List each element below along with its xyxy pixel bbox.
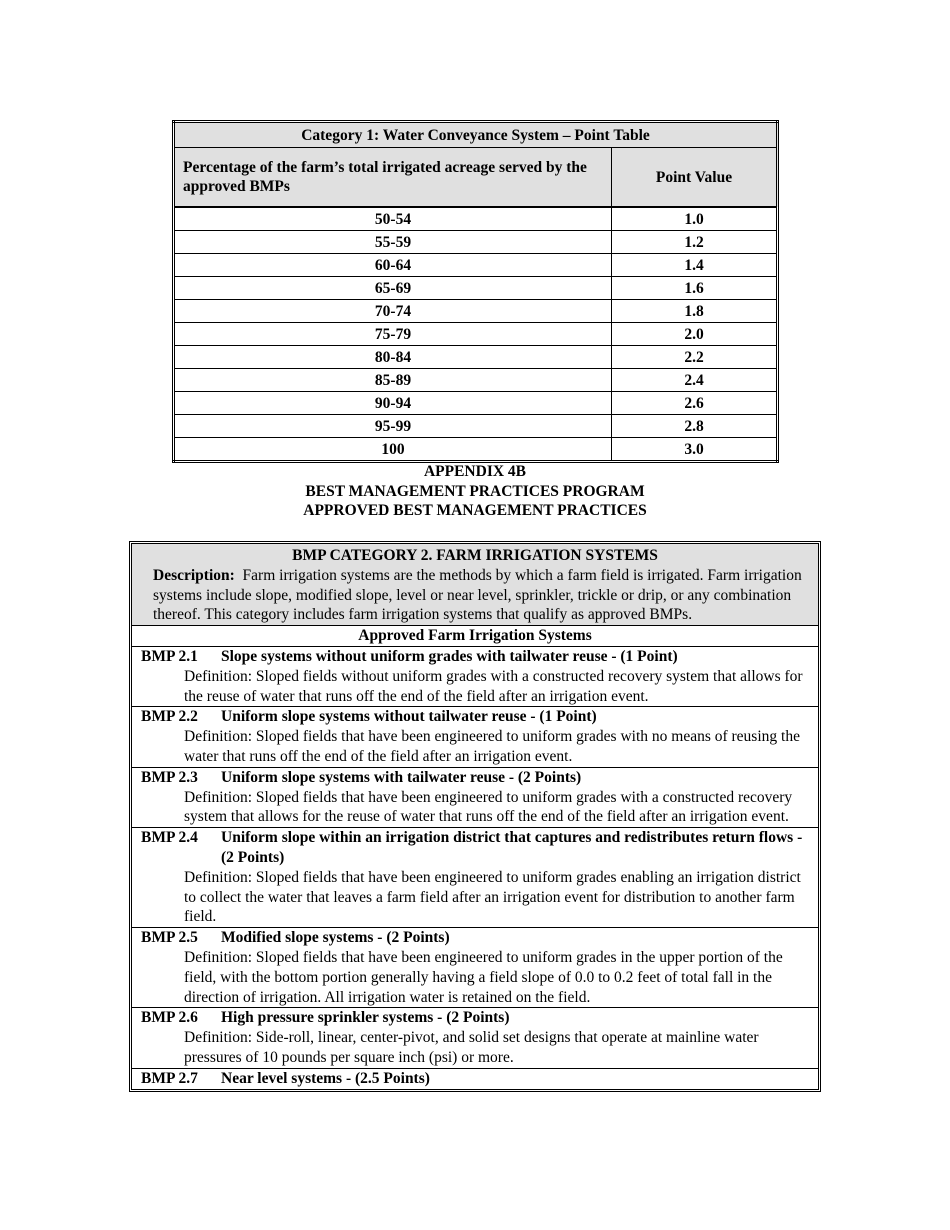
description-label: Description: bbox=[153, 566, 235, 584]
point-value-cell: 2.6 bbox=[612, 392, 778, 415]
point-value-cell: 2.2 bbox=[612, 346, 778, 369]
point-value-cell: 1.8 bbox=[612, 300, 778, 323]
bmp-definition: Definition: Sloped fields that have been engineered to uniform grades with a constructed recovery system that allows for the reuse of water that runs off the end of the field after an irrigation event. bbox=[184, 788, 793, 826]
bmp-number: BMP 2.3 bbox=[141, 768, 198, 786]
table-row bbox=[174, 415, 778, 438]
point-table-caption: Category 1: Water Conveyance System – Point Table bbox=[174, 122, 778, 148]
bmp-title bbox=[141, 768, 810, 788]
program-title: BEST MANAGEMENT PRACTICES PROGRAM bbox=[305, 483, 645, 500]
bmp-name: Uniform slope systems with tailwater reuse - (2 Points) bbox=[221, 768, 582, 786]
bmp-definition: Definition: Side-roll, linear, center-pivot, and solid set designs that operate at mainline water pressures of 10 pounds per square inch (psi) or more. bbox=[184, 1029, 759, 1066]
point-value-cell: 2.0 bbox=[612, 323, 778, 346]
percentage-range-cell: 50-54 bbox=[174, 207, 612, 231]
bmp-item bbox=[132, 928, 818, 1008]
table-row bbox=[174, 277, 778, 300]
table-row bbox=[174, 369, 778, 392]
bmp-item bbox=[132, 707, 818, 767]
percentage-range-cell: 65-69 bbox=[174, 277, 612, 300]
percentage-range-cell: 55-59 bbox=[174, 231, 612, 254]
bmp-number: BMP 2.7 bbox=[141, 1069, 198, 1087]
point-value-cell: 2.8 bbox=[612, 415, 778, 438]
category-title: BMP CATEGORY 2. FARM IRRIGATION SYSTEMS bbox=[292, 547, 658, 564]
bmp-number: BMP 2.2 bbox=[141, 708, 198, 726]
point-value-cell: 1.6 bbox=[612, 277, 778, 300]
point-value-cell: 1.4 bbox=[612, 254, 778, 277]
bmp-item bbox=[132, 828, 818, 928]
category-header bbox=[132, 544, 818, 626]
description-text: Farm irrigation systems are the methods by which a farm field is irrigated. Farm irrigation systems include slope, modified slope, level or near level, sprinkler, trickle or drip, or any combination thereof. This category includes farm irrigation systems that qualify as approved BMPs. bbox=[153, 566, 802, 624]
bmp-item bbox=[132, 768, 818, 828]
bmp-item bbox=[132, 1069, 818, 1089]
bmp-title bbox=[141, 707, 810, 727]
table-row bbox=[174, 254, 778, 277]
bmp-title bbox=[141, 647, 810, 667]
bmp-name: High pressure sprinkler systems - (2 Points) bbox=[221, 1009, 510, 1027]
approved-systems-header: Approved Farm Irrigation Systems bbox=[132, 626, 818, 647]
bmp-name: Modified slope systems - (2 Points) bbox=[221, 929, 450, 947]
percentage-range-cell: 70-74 bbox=[174, 300, 612, 323]
category-description bbox=[153, 566, 808, 625]
table-row bbox=[174, 346, 778, 369]
bmp-name: Uniform slope within an irrigation district that captures and redistributes return flows - (2 Points) bbox=[221, 829, 803, 866]
point-value-cell: 1.2 bbox=[612, 231, 778, 254]
bmp-title bbox=[141, 1069, 810, 1089]
point-value-cell: 2.4 bbox=[612, 369, 778, 392]
bmp-definition: Definition: Sloped fields that have been engineered to uniform grades in the upper portion of the field, with the bottom portion generally having a field slope of 0.0 to 0.2 feet of total fall in the direction of irrigation. All irrigation water is retained on the field. bbox=[184, 948, 783, 1006]
bmp-name: Slope systems without uniform grades with tailwater reuse - (1 Point) bbox=[221, 647, 678, 665]
table-row bbox=[174, 392, 778, 415]
col-header-percentage: Percentage of the farm’s total irrigated acreage served by the approved BMPs bbox=[174, 148, 612, 208]
table-row bbox=[174, 231, 778, 254]
bmp-number: BMP 2.4 bbox=[141, 829, 198, 847]
point-value-cell: 3.0 bbox=[612, 438, 778, 462]
bmp-definition: Definition: Sloped fields without uniform grades with a constructed recovery system that allows for the reuse of water that runs off the end of the field after an irrigation event. bbox=[184, 667, 803, 705]
table-row bbox=[174, 300, 778, 323]
bmp-item bbox=[132, 1008, 818, 1068]
point-table bbox=[172, 120, 779, 463]
bmp-list bbox=[132, 647, 818, 1089]
percentage-range-cell: 90-94 bbox=[174, 392, 612, 415]
bmp-category-2-table bbox=[129, 541, 821, 1092]
percentage-range-cell: 85-89 bbox=[174, 369, 612, 392]
bmp-name: Near level systems - (2.5 Points) bbox=[221, 1069, 430, 1087]
col-header-point-value: Point Value bbox=[612, 148, 778, 208]
bmp-definition: Definition: Sloped fields that have been engineered to uniform grades with no means of reusing the water that runs off the end of the field after an irrigation event. bbox=[184, 728, 800, 765]
bmp-title bbox=[141, 1008, 810, 1028]
bmp-number: BMP 2.6 bbox=[141, 1009, 198, 1027]
bmp-title bbox=[141, 828, 810, 868]
bmp-name: Uniform slope systems without tailwater reuse - (1 Point) bbox=[221, 708, 597, 726]
appendix-title: APPENDIX 4B bbox=[423, 463, 527, 480]
bmp-definition: Definition: Sloped fields that have been engineered to uniform grades enabling an irrigation district to collect the water that leaves a farm field after an irrigation event for distribution to another farm field. bbox=[184, 868, 801, 926]
table-row bbox=[174, 323, 778, 346]
percentage-range-cell: 95-99 bbox=[174, 415, 612, 438]
bmp-item bbox=[132, 647, 818, 707]
percentage-range-cell: 80-84 bbox=[174, 346, 612, 369]
approved-bmp-title: APPROVED BEST MANAGEMENT PRACTICES bbox=[303, 502, 647, 519]
percentage-range-cell: 60-64 bbox=[174, 254, 612, 277]
percentage-range-cell: 75-79 bbox=[174, 323, 612, 346]
point-table-body bbox=[174, 207, 778, 462]
table-row bbox=[174, 438, 778, 462]
bmp-number: BMP 2.5 bbox=[141, 929, 198, 947]
bmp-title bbox=[141, 928, 810, 948]
bmp-number: BMP 2.1 bbox=[141, 647, 198, 665]
table-row bbox=[174, 207, 778, 231]
point-value-cell: 1.0 bbox=[612, 207, 778, 231]
percentage-range-cell: 100 bbox=[174, 438, 612, 462]
